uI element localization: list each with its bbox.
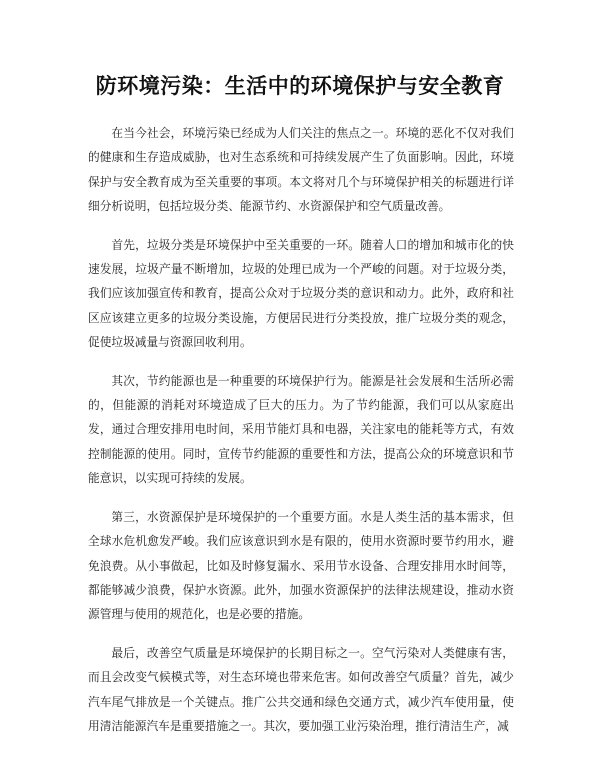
document-title: 防环境污染：生活中的环境保护与安全教育 (95, 74, 505, 98)
paragraph-waste-sorting: 首先，垃圾分类是环境保护中至关重要的一环。随着人口的增加和城市化的快速发展，垃圾产量不断增加，垃圾的处理已成为一个严峻的问题。对于垃圾分类，我们应该加强宣传和教育，提高公众对于垃圾分类的意识和动力。此外，政府和社区应该建立更多的垃圾分类设施，方便居民进行分类投放，推广垃圾分类的观念，促使垃圾减量与资源回收利用。 (88, 237, 514, 350)
paragraph-air-quality: 最后，改善空气质量是环境保护的长期目标之一。空气污染对人类健康有害，而且会改变气候模式等，对生态环境也带来危害。如何改善空气质量？首先，减少汽车尾气排放是一个关键点。推广公共交通和绿色交通方式，减少汽车使用量，使用清洁能源汽车是重要措施之一。其次，要加强工业污染治理，推行清洁生产，减 (88, 645, 514, 733)
paragraph-water-protection: 第三，水资源保护是环境保护的一个重要方面。水是人类生活的基本需求，但全球水危机愈发严峻。我们应该意识到水是有限的，使用水资源时要节约用水，避免浪费。从小事做起，比如及时修复漏水、采用节水设备、合理安排用水时间等，都能够减少浪费，保护水资源。此外，加强水资源保护的法律法规建设，推动水资源管理与使用的规范化，也是必要的措施。 (88, 509, 514, 622)
paragraph-energy-saving: 其次，节约能源也是一种重要的环境保护行为。能源是社会发展和生活所必需的，但能源的消耗对环境造成了巨大的压力。为了节约能源，我们可以从家庭出发，通过合理安排用电时间，采用节能灯具和电器，关注家电的能耗等方式，有效控制能源的使用。同时，宣传节约能源的重要性和方法，提高公众的环境意识和节能意识，以实现可持续的发展。 (88, 373, 514, 486)
document-body (88, 121, 514, 752)
paragraph-intro: 在当今社会，环境污染已经成为人们关注的焦点之一。环境的恶化不仅对我们的健康和生存造成威胁，也对生态系统和可持续发展产生了负面影响。因此，环境保护与安全教育成为至关重要的事项。本文将对几个与环境保护相关的标题进行详细分析说明，包括垃圾分类、能源节约、水资源保护和空气质量改善。 (88, 126, 514, 214)
